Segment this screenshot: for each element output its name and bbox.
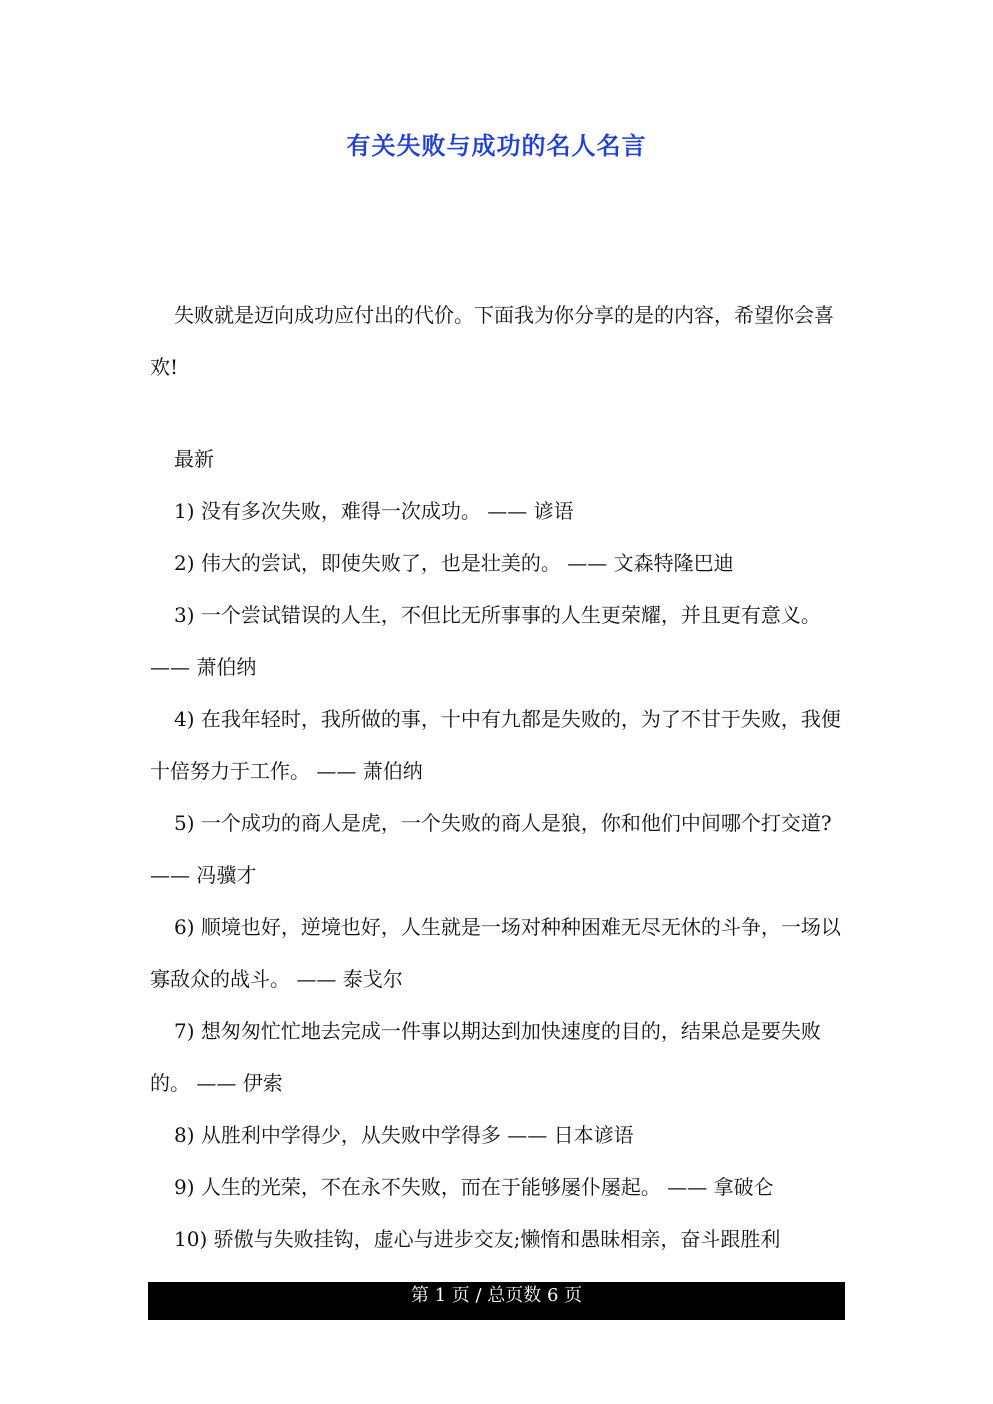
page-indicator: 第 1 页 / 总页数 6 页 bbox=[410, 1285, 583, 1306]
page-title: 有关失败与成功的名人名言 bbox=[346, 131, 647, 160]
quote-item: 8) 从胜利中学得少，从失败中学得多 —— 日本谚语 bbox=[174, 1123, 634, 1147]
section-heading: 最新 bbox=[174, 447, 214, 471]
quote-item: 1) 没有多次失败，难得一次成功。 —— 谚语 bbox=[174, 499, 574, 523]
quote-item: 10) 骄傲与失败挂钩，虚心与进步交友;懒惰和愚昧相亲，奋斗跟胜利 bbox=[174, 1227, 781, 1251]
quote-item: 9) 人生的光荣，不在永不失败，而在于能够屡仆屡起。 —— 拿破仑 bbox=[174, 1175, 774, 1199]
quote-item: 2) 伟大的尝试，即使失败了，也是壮美的。 —— 文森特隆巴迪 bbox=[174, 551, 734, 575]
document-body bbox=[150, 289, 850, 1265]
quote-item: 3) 一个尝试错误的人生，不但比无所事事的人生更荣耀，并且更有意义。 —— 萧伯纳 bbox=[150, 603, 821, 679]
quote-item: 5) 一个成功的商人是虎，一个失败的商人是狼，你和他们中间哪个打交道? —— 冯骥才 bbox=[150, 811, 832, 887]
quote-item: 7) 想匆匆忙忙地去完成一件事以期达到加快速度的目的，结果总是要失败的。 —— 伊索 bbox=[150, 1019, 821, 1095]
quote-item: 6) 顺境也好，逆境也好，人生就是一场对种种困难无尽无休的斗争，一场以寡敌众的战斗。 —— 泰戈尔 bbox=[150, 915, 841, 991]
page-footer bbox=[148, 1282, 845, 1320]
quote-item: 4) 在我年轻时，我所做的事，十中有九都是失败的，为了不甘于失败，我便十倍努力于工作。 —— 萧伯纳 bbox=[150, 707, 841, 783]
intro-paragraph: 失败就是迈向成功应付出的代价。下面我为你分享的是的内容，希望你会喜欢! bbox=[150, 303, 834, 379]
